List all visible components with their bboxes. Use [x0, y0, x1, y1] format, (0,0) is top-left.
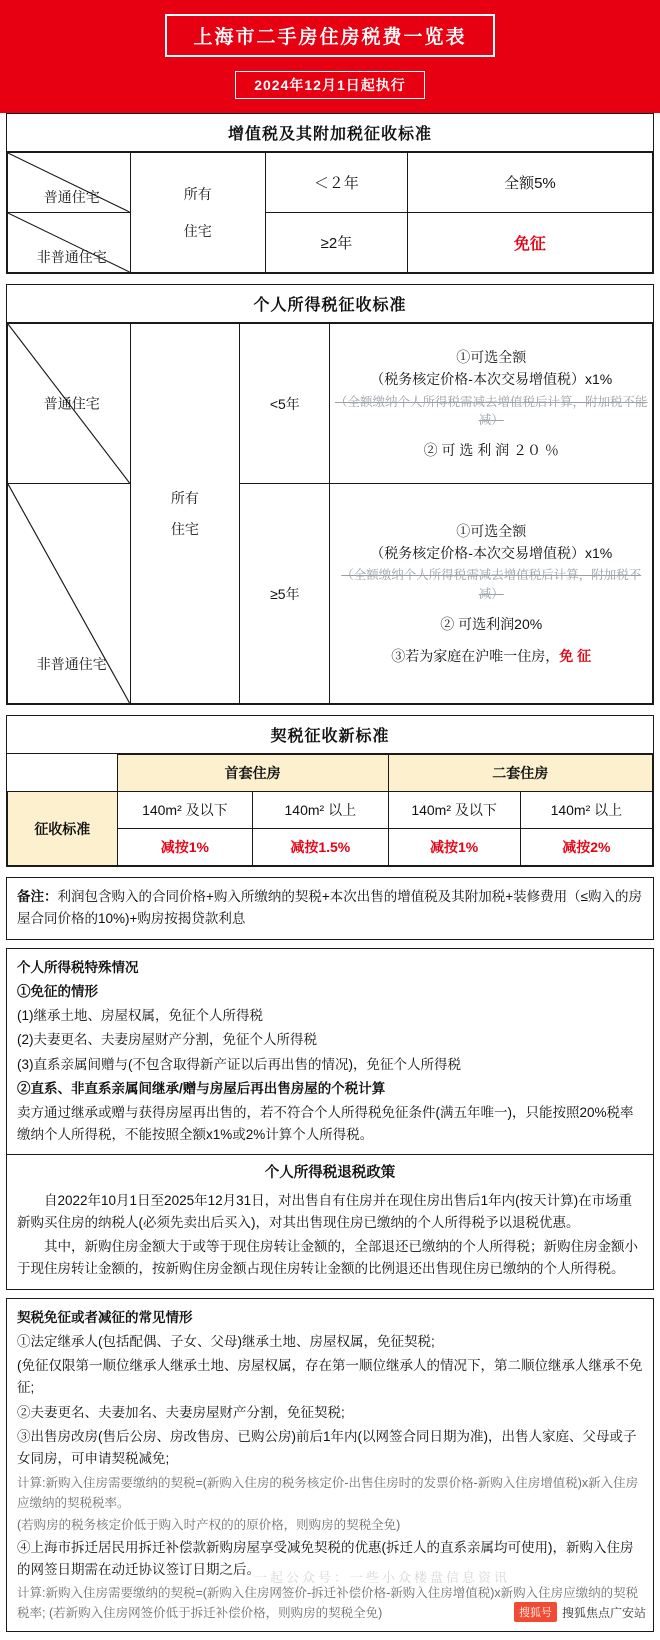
it-type-label-nonordinary: 非普通住宅 — [36, 655, 107, 672]
deed-exempt-item1: ①法定继承人(包括配偶、子女、父母)继承土地、房屋权属，免征契税; — [17, 1333, 435, 1349]
vat-years-ge2: ≥2年 — [265, 213, 407, 273]
it-ge5-option3-exempt: 免 征 — [559, 648, 592, 665]
table-row — [8, 792, 653, 829]
vat-all-housing-line2: 住宅 — [183, 222, 212, 239]
page-title: 上海市二手房住房税费一览表 — [165, 14, 494, 57]
it-all-housing-line1: 所有 — [170, 489, 199, 506]
vat-rate-ge2: 免征 — [407, 213, 652, 273]
it-lt5-option1-formula: （税务核定价格-本次交易增值税）x1% — [370, 371, 613, 388]
source-name: 搜狐焦点广安站 — [561, 1605, 646, 1620]
vat-rate-lt2: 全额5% — [407, 153, 652, 213]
table-row — [8, 213, 653, 273]
deed-row-label: 征收标准 — [8, 792, 118, 866]
deed-rate-1: 减按1% — [117, 829, 252, 866]
special-cases-block — [6, 948, 654, 1290]
vat-section — [6, 113, 654, 274]
refund-paragraph-2: 其中，新购住房金额大于或等于现住房转让金额的，全部退还已缴纳的个人所得税；新购住房金额小于现住房转让金额的，按新购住房金额占现住房转让金额的比例退还出售现住房已缴纳的个人所得税。 — [17, 1239, 638, 1277]
deed-area-4: 140m² 以上 — [520, 792, 652, 829]
it-lt5-option1-title: ①可选全额 — [456, 348, 527, 365]
vat-type-cell-ordinary — [8, 153, 130, 212]
it-type-cell-ordinary — [8, 324, 130, 483]
special-item1-title: ①免征的情形 — [17, 983, 98, 999]
header-banner — [0, 0, 660, 67]
deed-exempt-block — [6, 1298, 654, 1632]
remark-block — [6, 877, 654, 940]
deed-exempt-item3: ③出售房改房(售后公房、房改售房、已购公房)前后1年内(以网签合同日期为准)，出售人家庭、父母或子女同房，可申请契税减免; — [17, 1428, 637, 1467]
it-ge5-option3 — [334, 645, 648, 667]
income-tax-section-title: 个人所得税征收标准 — [7, 285, 653, 323]
special-item1-1: (1)继承土地、房屋权属，免征个人所得税 — [17, 1008, 263, 1024]
special-item2-text: 卖方通过继承或赠与获得房屋再出售的，若不符合个人所得税免征条件(满五年唯一)，只能按照20%税率缴纳个人所得税，不能按照全额x1%或2%计算个人所得税。 — [17, 1105, 634, 1143]
table-row — [8, 153, 653, 213]
deed-exempt-item4-calc: 计算:新购入住房需要缴纳的契税=(新购入住房网签价-拆迁补偿价格-新购入住房增值税)x新购入住房应缴纳的契税税率; (若新购入住房网签价低于拆迁补偿价格，则购房的契税全免) — [17, 1586, 639, 1621]
refund-paragraph-1: 自2022年10月1日至2025年12月31日，对出售自有住房并在现住房出售后1年内(按天计算)在市场重新购买住房的纳税人(必须先卖出后买入)，对其出售现住房已缴纳的个人所得税予以退税优惠。 — [17, 1192, 633, 1230]
it-rules-ge5 — [330, 484, 653, 704]
deed-col-first-home: 首套住房 — [117, 755, 388, 792]
deed-rate-2: 减按1.5% — [253, 829, 388, 866]
deed-area-1: 140m² 及以下 — [117, 792, 252, 829]
refund-title: 个人所得税退税政策 — [264, 1164, 396, 1181]
deed-exempt-title: 契税免征或者减征的常见情形 — [17, 1309, 193, 1325]
deed-tax-section — [6, 715, 654, 867]
deed-area-2: 140m² 以上 — [253, 792, 388, 829]
remark-text — [17, 886, 643, 931]
it-all-housing-cell — [130, 324, 240, 704]
deed-area-3: 140m² 及以下 — [388, 792, 520, 829]
income-tax-section — [6, 284, 654, 705]
header-subtitle-bar — [0, 67, 660, 113]
it-ge5-option1-formula: （税务核定价格-本次交易增值税）x1% — [370, 544, 613, 561]
divider — [7, 1154, 653, 1155]
deed-rate-4: 减按2% — [520, 829, 652, 866]
vat-all-housing-cell — [130, 153, 265, 273]
vat-all-housing-line1: 所有 — [183, 185, 212, 202]
it-years-ge5: ≥5年 — [240, 484, 330, 704]
deed-exempt-item3-calc: 计算:新购入住房需要缴纳的契税=(新购入住房的税务核定价-出售住房时的发票价格-新购入住房增值税)x新入住房应缴纳的契税税率。 — [17, 1475, 639, 1510]
income-tax-table — [7, 323, 653, 704]
vat-table — [7, 152, 653, 273]
it-lt5-option1-strikenote: （全额缴纳个人所得税需减去增值税后计算，附加税不能减） — [334, 394, 648, 427]
special-item2-title: ②直系、非直系亲属间继承/赠与房屋后再出售房屋的个税计算 — [17, 1080, 386, 1096]
special-title: 个人所得税特殊情况 — [17, 959, 139, 975]
table-row — [8, 324, 653, 484]
it-lt5-option2: ② 可 选 利 润 ２０ ％ — [423, 441, 559, 458]
remark-body: 利润包含购入的合同价格+购入所缴纳的契税+本次出售的增值税及其附加税+装修费用（≤购入的房屋合同价格的10%)+购房按揭贷款利息 — [17, 889, 643, 927]
it-years-lt5: <5年 — [240, 324, 330, 484]
remark-label: 备注： — [17, 889, 58, 904]
watermark-text: 一起公众号：一些小众楼盘信息资讯 — [253, 1570, 510, 1586]
deed-exempt-item2: ②夫妻更名、夫妻加名、夫妻房屋财产分割，免征契税; — [17, 1404, 345, 1420]
it-rules-lt5 — [330, 324, 653, 484]
deed-col-second-home: 二套住房 — [388, 755, 652, 792]
special-item1-2: (2)夫妻更名、夫妻房屋财产分割，免征个人所得税 — [17, 1032, 317, 1048]
it-type-cell-nonordinary — [8, 484, 130, 703]
vat-section-title: 增值税及其附加税征收标准 — [7, 114, 653, 152]
table-row — [8, 484, 653, 704]
deed-exempt-item4: ④上海市拆迁居民用拆迁补偿款新购房屋享受减免契税的优惠(拆迁人的直系亲属均可使用)，新购入住房的网签日期需在动迁协议签订日期之后。 — [17, 1539, 634, 1577]
vat-years-lt2: ＜２年 — [265, 153, 407, 213]
deed-tax-table — [7, 754, 653, 866]
it-type-label-ordinary: 普通住宅 — [43, 394, 100, 411]
source-tag: 搜狐号 — [514, 1602, 557, 1622]
it-ge5-option1-title: ①可选全额 — [456, 522, 527, 539]
deed-exempt-item3-calc2: (若购房的税务核定价低于购入时产权的的原价格，则购房的契税全免) — [17, 1517, 401, 1532]
vat-type-label-nonordinary: 非普通住宅 — [36, 248, 107, 265]
deed-exempt-item1-note: (免征仅限第一顺位继承人继承土地、房屋权属，存在第一顺位继承人的情况下，第二顺位继承人继承不免征; — [17, 1358, 643, 1396]
effective-date-badge: 2024年12月1日起执行 — [235, 71, 425, 99]
it-ge5-option3-text: ③若为家庭在沪唯一住房， — [391, 648, 560, 665]
vat-type-label-ordinary: 普通住宅 — [43, 188, 100, 205]
table-row — [8, 755, 653, 792]
it-ge5-option1-strikenote: （全额缴纳个人所得税需减去增值税后计算，附加税不减） — [341, 568, 642, 601]
source-badge — [510, 1600, 650, 1624]
vat-type-cell-nonordinary — [8, 213, 130, 272]
it-all-housing-line2: 住宅 — [170, 520, 199, 537]
special-item1-3: (3)直系亲属间赠与(不包含取得新产证以后再出售的情况)，免征个人所得税 — [17, 1056, 461, 1072]
deed-rate-3: 减按1% — [388, 829, 520, 866]
it-ge5-option2: ② 可选利润20% — [440, 615, 543, 632]
deed-tax-section-title: 契税征收新标准 — [7, 716, 653, 754]
